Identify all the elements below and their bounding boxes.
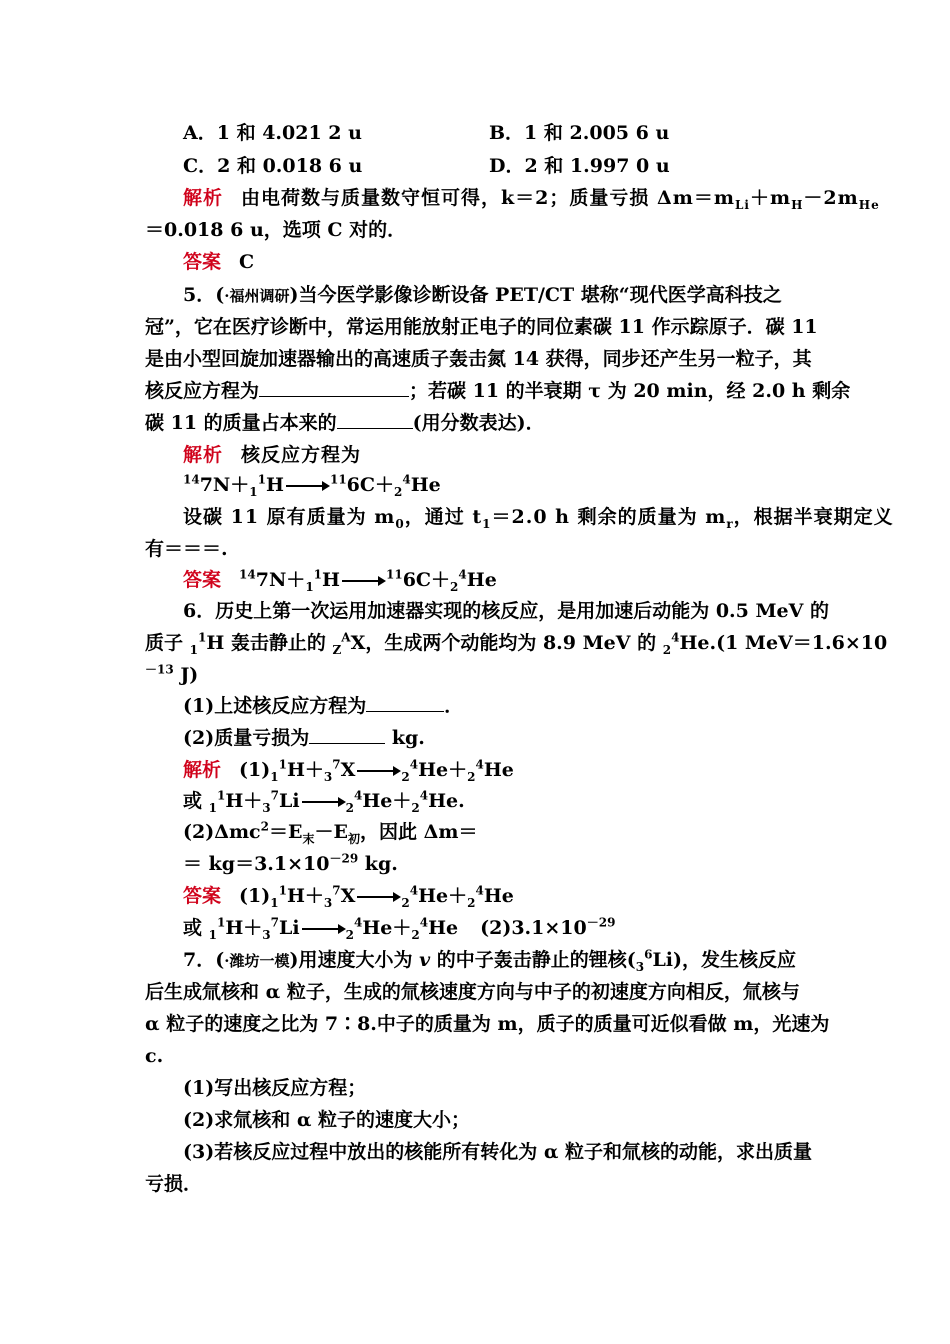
sup: 4 [475,757,484,772]
q7-line-3: α 粒子的速度之比为 7∶8.中子的质量为 m，质子的质量可近似看做 m，光速为 [145,1013,830,1035]
q5-line-4 [145,376,851,406]
q5-analysis [183,440,810,470]
sub: 2 [345,800,354,815]
q4-answer [183,247,810,277]
q5-source: ·福州调研 [224,287,290,305]
text: 6C＋ [346,474,395,496]
sub: 2 [401,769,410,784]
text: He [483,885,514,907]
text: )用速度大小为 [289,949,420,971]
sub: 1 [189,642,198,657]
q7-line-2: 后生成氚核和 α 粒子，生成的氚核速度方向与中子的初速度方向相反，氚核与 [145,981,800,1003]
text: 7N＋ [255,569,306,591]
answer-blank[interactable] [309,725,385,744]
arrow-icon [302,801,344,803]
analysis-text: 由电荷数与质量数守恒可得，k＝2；质量亏损 Δm＝m [241,187,735,209]
text: H [322,569,340,591]
text: H＋ [225,917,263,939]
arrow-icon [286,485,328,487]
text: H [266,474,284,496]
analysis-label: 解析 [183,759,222,781]
q7-part-1: (1)写出核反应方程； [183,1077,367,1099]
q6-line-3 [145,660,810,690]
sub: 2 [345,927,354,942]
q6-line-2: 质子 $_1^1$H 轰击静止的 $_Z^A$X，生成两个动能均为 8.9 MeV 的 $_2^4$He.(1 MeV＝1.6×10 [145,630,888,657]
sup: 1 [257,472,267,487]
sub: 2 [394,484,403,499]
q7-part-3: (3)若核反应过程中放出的核能所有转化为 α 粒子和氚核的动能，求出质量 [183,1141,813,1163]
answer-label: 答案 [183,251,222,273]
text: X [340,885,356,907]
text: (1) [239,885,271,907]
text: 设碳 11 原有质量为 m [183,506,396,528]
text: kg. [385,727,425,749]
sup: 4 [671,630,680,645]
text: 7N＋ [199,474,250,496]
text: H＋ [286,885,324,907]
option-d: D．2 和 1.997 0 u [489,155,670,177]
text: －2m [803,187,859,209]
sub: 2 [662,642,672,657]
text: 6C＋ [402,569,451,591]
sup: 4 [409,883,419,898]
q5-line-3: 是由小型回旋加速器输出的高速质子轰击氮 14 获得，同步还产生另一粒子，其 [145,348,812,370]
answer-blank[interactable] [366,693,444,712]
option-b: B．1 和 2.005 6 u [489,122,670,144]
analysis-label: 解析 [183,187,224,209]
sub: Li [734,197,750,212]
sup: 11 [329,472,347,487]
sup: 11 [385,567,403,582]
answer-blank[interactable] [259,378,409,397]
answer-blank[interactable] [337,410,413,429]
sub: He [858,197,880,212]
sup: 14 [239,567,256,582]
text: Li [279,790,300,812]
sub: 2 [411,927,420,942]
sup: 1 [197,630,207,645]
sub: H [791,197,804,212]
text: He [428,917,459,939]
sup: 1 [313,567,323,582]
text: 或 [183,790,209,812]
sub: 2 [467,769,476,784]
text: He [466,569,497,591]
answer-text: C [239,251,255,273]
sup: －29 [586,915,616,930]
text: ＝ kg＝3.1×10 [183,853,330,875]
sup: 4 [419,788,429,803]
text: He [410,474,441,496]
text: J) [173,664,199,686]
sup: －29 [329,851,359,866]
sub: 1 [208,800,217,815]
text: Li)，发生核反应 [652,949,797,971]
text: H＋ [286,759,324,781]
q6-line-1: 6．历史上第一次运用加速器实现的核反应，是用加速后动能为 0.5 MeV 的 [183,600,829,622]
q6-analysis-3: $(2)\Delta mc^2=E_末-E_初$，因此 Δm＝ [183,819,478,846]
q4-analysis-cont: ＝0.018 6 u，选项 C 对的． [145,219,407,241]
sub: 1 [270,895,279,910]
text: He. [428,790,465,812]
arrow-icon [302,928,344,930]
q6-analysis-2: 或 $_1^1H+_3^7Li$ $_2^4He+_2^4He$. [183,788,465,815]
arrow-icon [357,896,399,898]
arrow-icon [342,580,384,582]
text: 的中子轰击静止的锂核( [430,949,636,971]
sup: 4 [402,472,411,487]
q7-number: 7．( [183,949,225,971]
text: He＋ [418,759,468,781]
text: 碳 11 的质量占本来的 [145,412,337,434]
text: 核反应方程为 [145,380,260,402]
text: X，生成两个动能均为 8.9 MeV 的 [350,632,663,654]
sup: 4 [419,915,429,930]
sup: 4 [475,883,484,898]
q7-line-1: 7．(·潍坊一模)用速度大小为 v 的中子轰击静止的锂核$(_3^6Li)$，发生核反应 [183,947,797,974]
text: ，根据半衰期定义 [733,506,894,528]
text: 质子 [145,632,190,654]
text: ，因此 Δm＝ [359,821,478,843]
sub: 2 [467,895,476,910]
text: 或 [183,917,209,939]
text: He＋ [362,790,412,812]
q5-line-5 [145,408,810,438]
sup: －13 [145,662,174,677]
q7-source: ·潍坊一模 [224,952,290,970]
text: X [340,759,356,781]
text: (1)上述核反应方程为 [183,695,367,717]
text: He＋ [418,885,468,907]
q6-analysis-4 [183,849,810,879]
sub: 1 [305,579,314,594]
analysis-label: 解析 [183,444,224,466]
q6-analysis-1: 解析 $(1)_1^1H+_3^7X$ $_2^4He+_2^4He$ [183,757,514,784]
sub: 2 [411,800,420,815]
q5-line-1 [183,280,810,311]
q6-answer-2: 或 $_1^1H+_3^7Li$ $_2^4He+_2^4He$ $(2)3.1\times 10^{-29}$ [183,915,616,942]
q5-setup [183,502,894,532]
sub: 末 [302,831,315,846]
text: (2)3.1×10 [480,917,587,939]
option-c: C．2 和 0.018 6 u [183,155,363,177]
text: ． [444,695,464,717]
text: )当今医学影像诊断设备 PET/CT 堪称“现代医学高科技之 [289,284,782,306]
sup: 1 [216,788,226,803]
sup: 1 [216,915,226,930]
q5-line-2: 冠”，它在医疗诊断中，常运用能放射正电子的同位素碳 11 作示踪原子．碳 11 [145,316,818,338]
option-a: A．1 和 4.021 2 u [183,122,362,144]
sup: 4 [409,757,419,772]
sub: 1 [249,484,258,499]
q6-answer-1: 答案 $(1)_1^1H+_3^7X$ $_2^4He+_2^4He$ [183,883,514,910]
q4-analysis [183,183,880,213]
q5-equation [183,470,810,500]
sub: r [726,516,734,531]
text: H＋ [225,790,263,812]
q6-part-2 [183,723,810,753]
text: ＝2.0 h 剩余的质量为 m [491,506,727,528]
text: ，通过 t [404,506,483,528]
q5-answer [183,565,810,595]
text: (用分数表达)． [412,412,545,434]
sup: 1 [278,883,287,898]
text: He [483,759,514,781]
text: ；若碳 11 的半衰期 τ 为 20 min，经 2.0 h 剩余 [409,380,851,402]
sub: 0 [395,516,405,531]
text: Li [279,917,300,939]
text: －E [314,821,348,843]
sup: 4 [353,915,363,930]
q7-part-3-cont: 亏损． [145,1173,203,1195]
velocity-symbol: v [419,949,431,971]
text: ＝E [268,821,303,843]
text: (2)质量亏损为 [183,727,310,749]
arrow-icon [357,770,399,772]
sub: 2 [401,895,410,910]
q6-part-1 [183,691,810,721]
sub: 1 [208,927,217,942]
text: H 轰击静止的 [206,632,333,654]
answer-label: 答案 [183,569,222,591]
text: He＋ [362,917,412,939]
answer-label: 答案 [183,885,222,907]
text: 核反应方程为 [241,444,362,466]
sup: 14 [183,472,200,487]
text: He.(1 MeV＝1.6×10 [679,632,888,654]
q5-setup-cont: 有＝＝＝. [145,538,228,560]
text: (2)Δmc [183,821,261,843]
sub: 初 [347,831,360,846]
sub: 1 [482,516,492,531]
text: ＋m [749,187,792,209]
q7-line-4: c. [145,1045,164,1067]
q7-part-2: (2)求氚核和 α 粒子的速度大小； [183,1109,471,1131]
sup: 4 [353,788,363,803]
q5-number: 5．( [183,284,225,306]
sup: 4 [458,567,467,582]
sub: 2 [450,579,459,594]
sup: 1 [278,757,287,772]
text: kg. [358,853,398,875]
sub: 1 [270,769,279,784]
text: (1) [239,759,271,781]
